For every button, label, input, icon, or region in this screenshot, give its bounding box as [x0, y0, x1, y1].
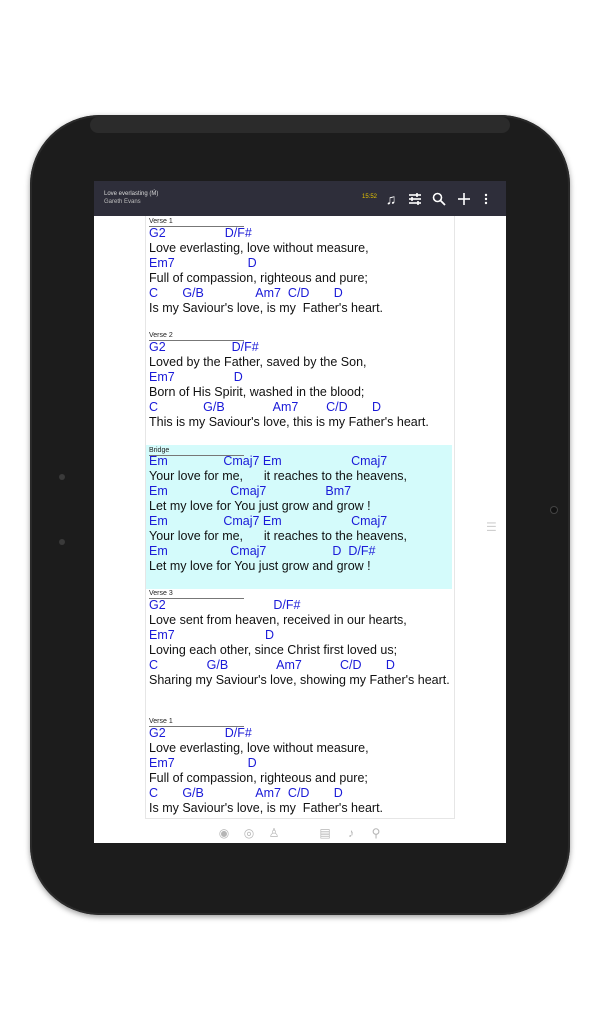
- chord-line: C G/B Am7 C/D D: [149, 658, 395, 672]
- chord-line: C G/B Am7 C/D D: [149, 286, 343, 300]
- song-author: Gareth Evans: [104, 199, 141, 205]
- link-icon[interactable]: ⚲: [371, 826, 381, 840]
- tablet-top-bezel: [90, 117, 510, 133]
- camera-icon: [551, 507, 557, 513]
- add-icon[interactable]: [454, 189, 474, 209]
- lyric-line: Is my Saviour's love, is my Father's heart.: [149, 801, 384, 815]
- overflow-menu-icon[interactable]: [476, 189, 496, 209]
- search-icon[interactable]: [429, 189, 449, 209]
- sliders-icon[interactable]: [405, 189, 425, 209]
- section-label: Verse 1: [149, 718, 173, 725]
- lyric-line: Full of compassion, righteous and pure;: [149, 271, 368, 285]
- lyric-line: Full of compassion, righteous and pure;: [149, 771, 368, 785]
- timer-icon[interactable]: ◎: [243, 826, 255, 840]
- chord-line: Em7 D: [149, 370, 243, 384]
- lyric-line: Your love for me, it reaches to the heavens,: [149, 469, 408, 483]
- lyric-line: Let my love for You just grow and grow !: [149, 499, 371, 513]
- left-sensor-icon: [59, 474, 65, 480]
- section-label: Verse 1: [149, 218, 173, 225]
- section-verse-2: [146, 332, 452, 432]
- chord-line: Em Cmaj7 D D/F#: [149, 544, 376, 558]
- lyric-line: Is my Saviour's love, is my Father's heart.: [149, 301, 384, 315]
- lyric-line: Your love for me, it reaches to the heavens,: [149, 529, 408, 543]
- lyric-line: Loved by the Father, saved by the Son,: [149, 355, 367, 369]
- section-bridge: [146, 445, 452, 589]
- screen: [94, 181, 506, 843]
- section-label: Verse 3: [149, 590, 173, 597]
- lyric-line: Love everlasting, love without measure,: [149, 241, 369, 255]
- bottom-toolbar: [94, 821, 506, 843]
- page-handle-icon[interactable]: ☰: [486, 520, 497, 534]
- guitar-icon[interactable]: ♪: [348, 826, 354, 840]
- chord-line: Em7 D: [149, 628, 275, 642]
- left-sensor-icon: [59, 539, 65, 545]
- clock: 15:52: [362, 194, 378, 200]
- lyric-line: Sharing my Saviour's love, showing my Father's heart.: [149, 673, 450, 687]
- action-bar: [94, 181, 506, 216]
- lyric-line: Loving each other, since Christ first loved us;: [149, 643, 398, 657]
- song-sheet[interactable]: [145, 216, 455, 819]
- section-label: Verse 2: [149, 332, 173, 339]
- chord-line: Em Cmaj7 Bm7: [149, 484, 352, 498]
- section-verse-3: [146, 589, 452, 689]
- chord-line: Em7 D: [149, 756, 257, 770]
- chord-line: Em7 D: [149, 256, 257, 270]
- chord-line: G2 D/F#: [149, 226, 252, 240]
- chord-line: C G/B Am7 C/D D: [149, 786, 343, 800]
- chord-line: Em Cmaj7 Em Cmaj7: [149, 454, 388, 468]
- chord-line: Em Cmaj7 Em Cmaj7: [149, 514, 388, 528]
- section-verse-1: [146, 218, 452, 318]
- metronome-icon[interactable]: ◉: [218, 826, 230, 840]
- chord-line: G2 D/F#: [149, 340, 259, 354]
- lyric-line: Born of His Spirit, washed in the blood;: [149, 385, 365, 399]
- section-label: Bridge: [149, 447, 170, 454]
- section-verse-1-repeat: [146, 716, 452, 816]
- lyric-line: This is my Saviour's love, this is my Father's heart.: [149, 415, 429, 429]
- chord-line: G2 D/F#: [149, 726, 252, 740]
- music-note-icon[interactable]: ♫: [385, 191, 397, 207]
- tuner-icon[interactable]: ♙: [268, 826, 280, 840]
- lyric-line: Love everlasting, love without measure,: [149, 741, 369, 755]
- lyric-line: Love sent from heaven, received in our hearts,: [149, 613, 407, 627]
- notes-icon[interactable]: ▤: [319, 826, 331, 840]
- lyric-line: Let my love for You just grow and grow !: [149, 559, 371, 573]
- song-title: Love everlasting (Ḿ): [104, 191, 159, 197]
- chord-line: C G/B Am7 C/D D: [149, 400, 381, 414]
- chord-line: G2 D/F#: [149, 598, 301, 612]
